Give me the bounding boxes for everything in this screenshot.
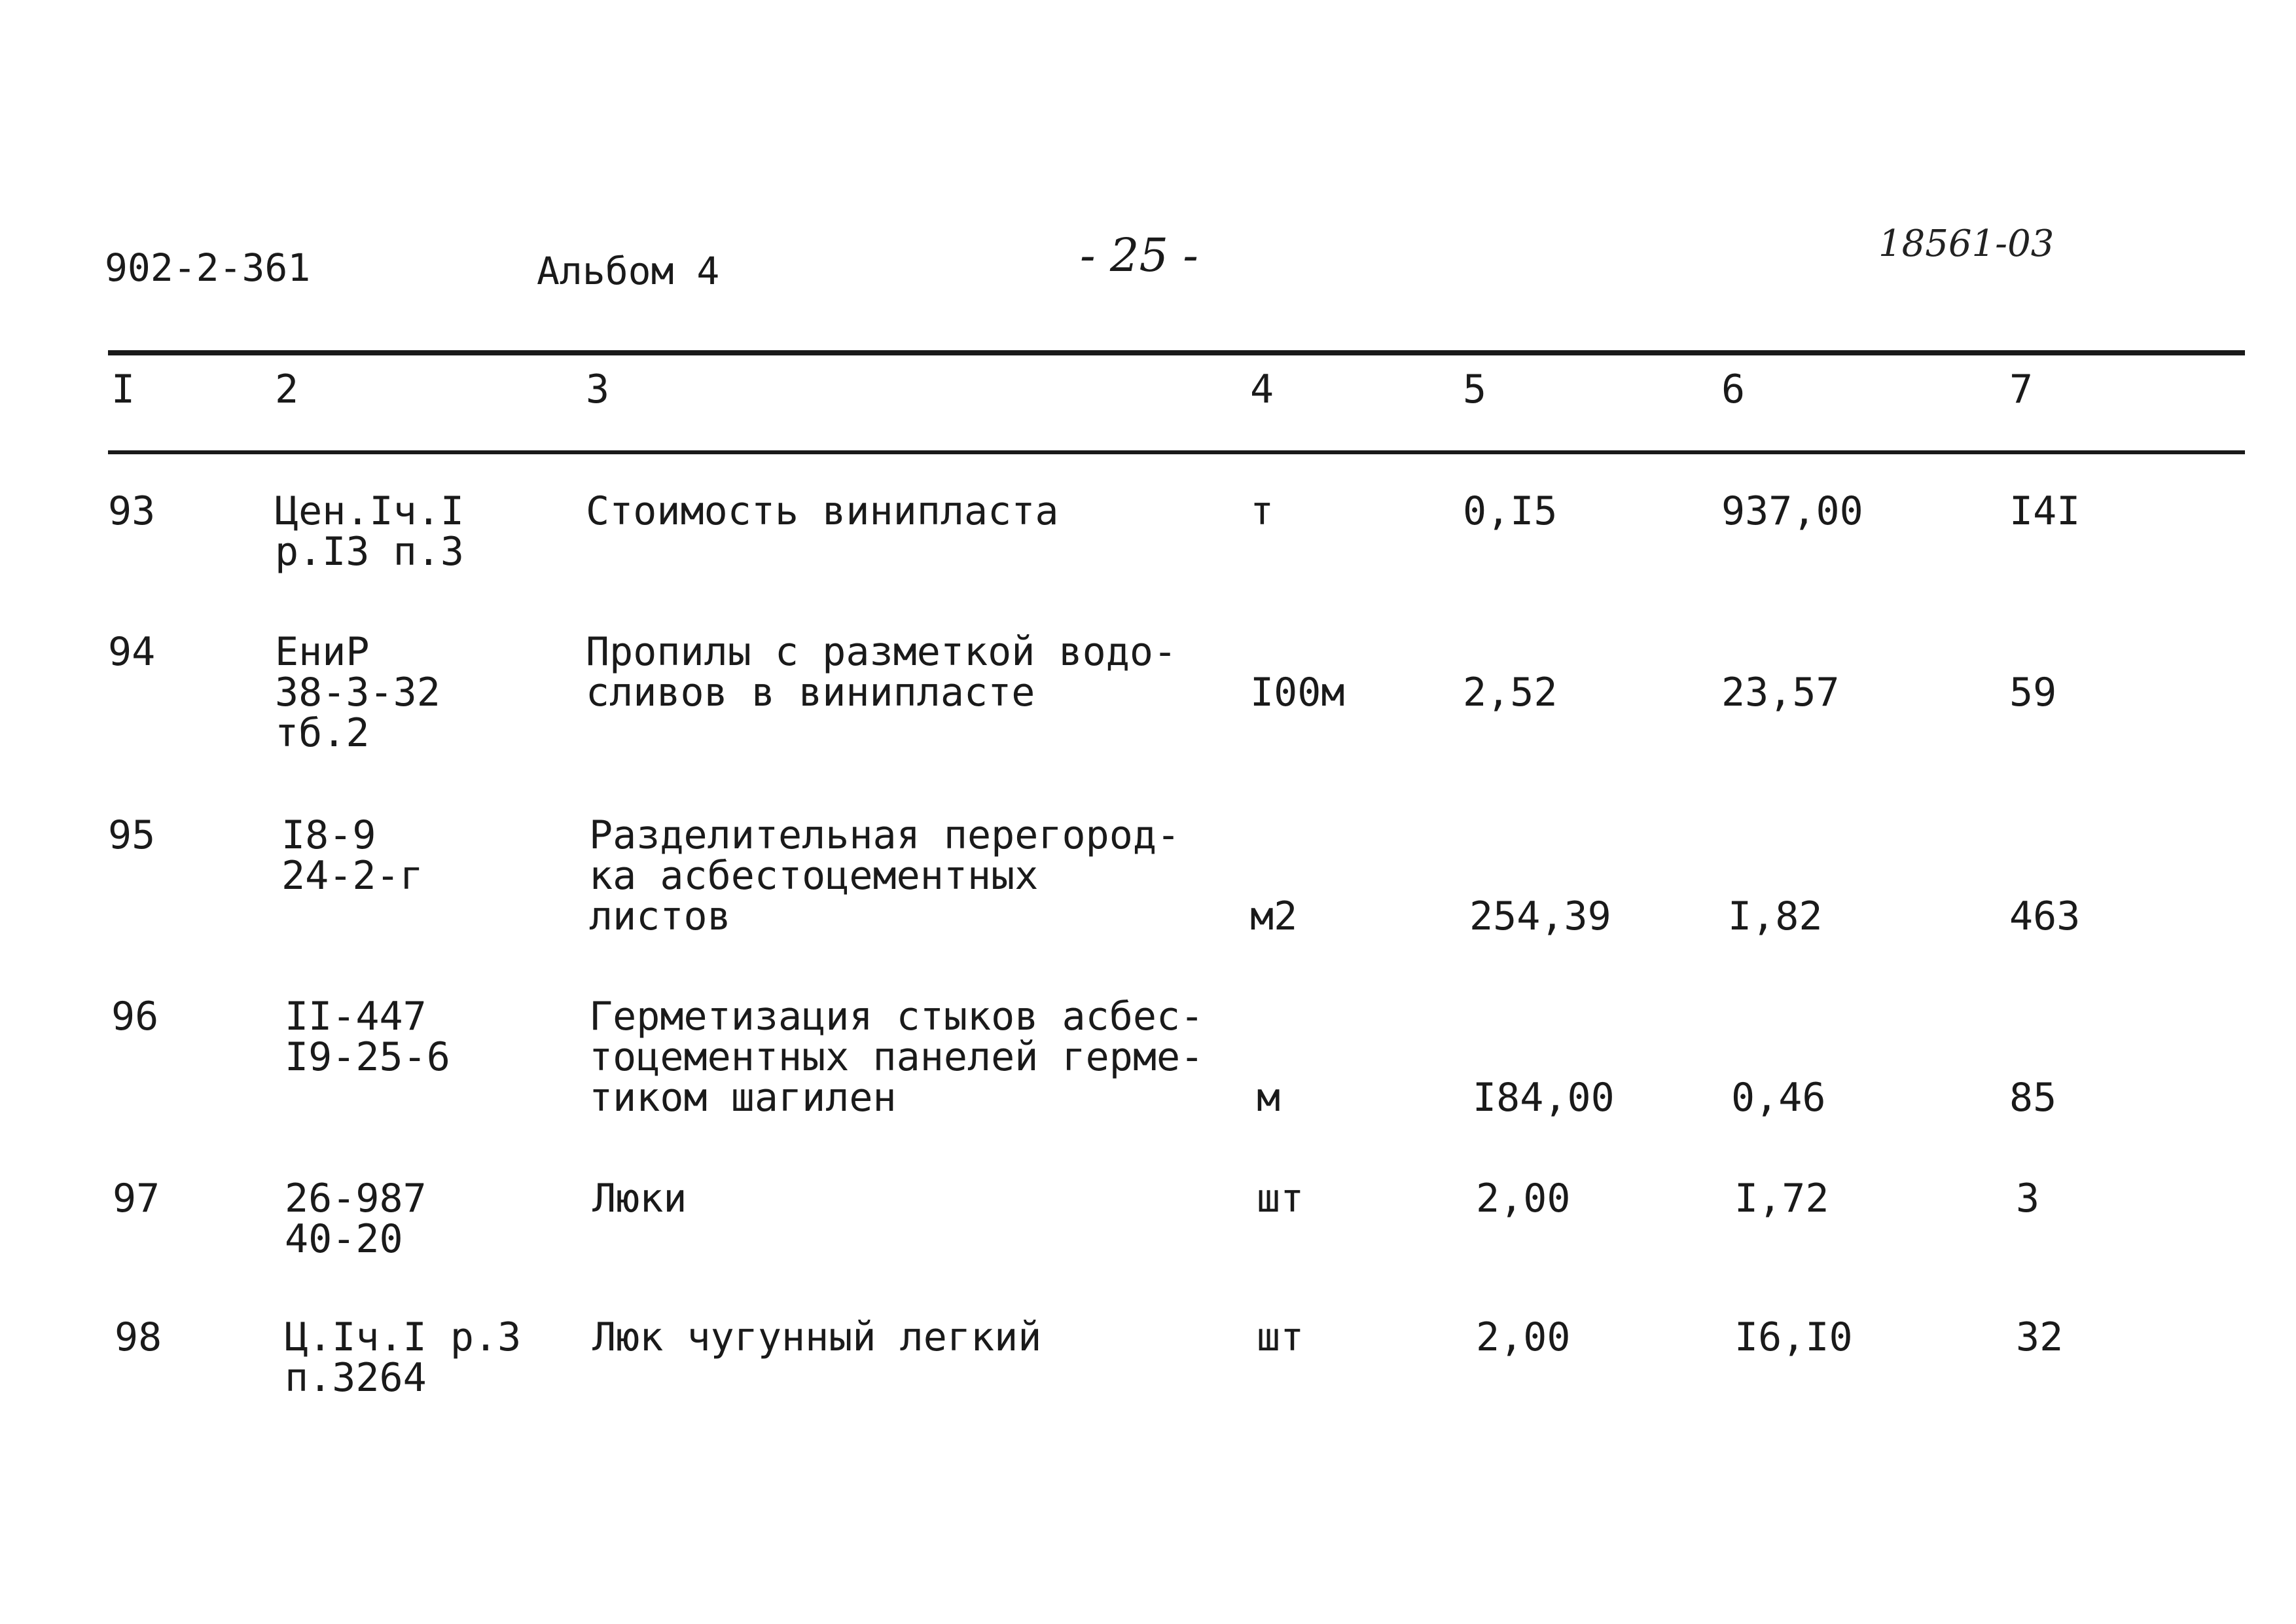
row-total: 3 — [2016, 1176, 2040, 1221]
row-price: I,72 — [1734, 1176, 1829, 1221]
row-unit: шт — [1257, 1314, 1304, 1360]
column-number: 6 — [1721, 367, 1746, 412]
project-code: 902-2-361 — [105, 245, 311, 290]
row-number: 94 — [108, 629, 156, 675]
row-unit: м — [1257, 1075, 1281, 1121]
row-price: 0,46 — [1731, 1075, 1826, 1121]
table-top-rule — [108, 350, 2245, 355]
column-number: I — [111, 367, 135, 412]
row-quantity: 2,52 — [1463, 670, 1558, 715]
row-total: 32 — [2016, 1314, 2064, 1360]
row-description: Люк чугунный легкий — [592, 1314, 1042, 1360]
row-unit: т — [1250, 488, 1274, 534]
column-number: 2 — [275, 367, 299, 412]
row-unit: шт — [1257, 1176, 1304, 1221]
row-reference: ЕниР 38-3-32 тб.2 — [275, 629, 440, 756]
row-number: 95 — [108, 812, 156, 858]
row-quantity: 2,00 — [1476, 1314, 1571, 1360]
column-number: 4 — [1250, 367, 1274, 412]
row-description: Пропилы с разметкой водо- сливов в винипласте — [586, 629, 1177, 715]
row-total: I4I — [2009, 488, 2081, 534]
page-number: - 25 - — [1080, 228, 1198, 282]
album-label: Альбом 4 — [537, 249, 720, 293]
row-description: Разделительная перегород- ка асбестоцементных листов — [589, 812, 1181, 939]
row-description: Стоимость винипласта — [586, 488, 1059, 534]
column-number: 5 — [1463, 367, 1487, 412]
row-quantity: 254,39 — [1469, 893, 1611, 939]
row-number: 97 — [113, 1176, 160, 1221]
row-price: I,82 — [1728, 893, 1823, 939]
row-unit: м2 — [1250, 893, 1298, 939]
row-reference: I8-9 24-2-г — [281, 812, 423, 899]
row-number: 93 — [108, 488, 156, 534]
row-total: 85 — [2009, 1075, 2057, 1121]
row-quantity: 2,00 — [1476, 1176, 1571, 1221]
row-reference: Цен.Iч.I р.I3 п.3 — [275, 488, 464, 575]
row-unit: I00м — [1250, 670, 1345, 715]
row-quantity: 0,I5 — [1463, 488, 1558, 534]
column-number-row — [0, 367, 2296, 422]
row-reference: II-447 I9-25-6 — [285, 994, 450, 1080]
row-quantity: I84,00 — [1473, 1075, 1615, 1121]
row-description: Люки — [592, 1176, 687, 1221]
document-number: 18561-03 — [1878, 223, 2054, 265]
table-header-rule — [108, 450, 2245, 454]
row-description: Герметизация стыков асбес- тоцементных панелей герме- тиком шагилен — [589, 994, 1204, 1121]
row-price: 937,00 — [1721, 488, 1863, 534]
row-total: 463 — [2009, 893, 2081, 939]
row-number: 96 — [111, 994, 159, 1039]
row-price: 23,57 — [1721, 670, 1840, 715]
row-number: 98 — [115, 1314, 162, 1360]
row-price: I6,I0 — [1734, 1314, 1853, 1360]
column-number: 7 — [2009, 367, 2034, 412]
row-reference: 26-987 40-20 — [285, 1176, 427, 1262]
row-total: 59 — [2009, 670, 2057, 715]
column-number: 3 — [586, 367, 610, 412]
row-reference: Ц.Iч.I р.3 п.3264 — [285, 1314, 522, 1401]
